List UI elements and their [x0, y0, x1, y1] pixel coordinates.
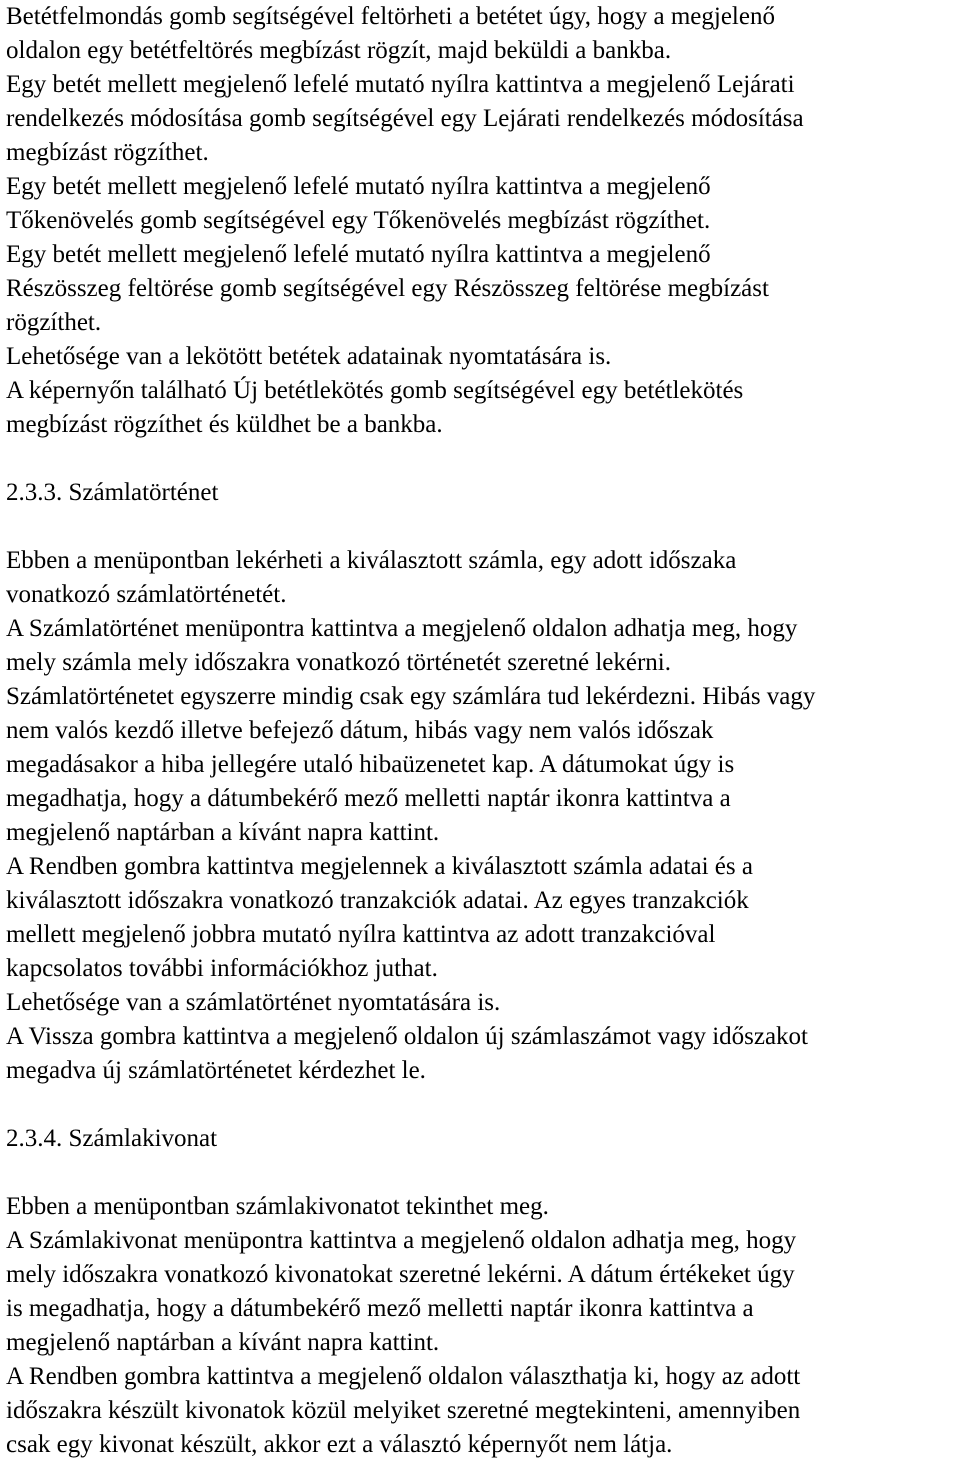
account-statement-text: [6, 1190, 956, 1462]
section-heading-account-statement: 2.3.4. Számlakivonat: [6, 1125, 218, 1152]
text-line: Ebben a menüpontban számlakivonatot tekinthet meg.: [6, 1193, 549, 1220]
text-line: mellett megjelenő jobbra mutató nyílra kattintva az adott tranzakcióval: [6, 921, 716, 948]
text-line: mely időszakra vonatkozó kivonatokat szeretné lekérni. A dátum értékeket úgy: [6, 1261, 795, 1288]
text-line: rendelkezés módosítása gomb segítségével egy Lejárati rendelkezés módosítása: [6, 105, 804, 132]
account-history-text: [6, 544, 956, 1088]
text-line: időszakra készült kivonatok közül melyiket szeretné megtekinteni, amennyiben: [6, 1397, 801, 1424]
text-line: Egy betét mellett megjelenő lefelé mutató nyílra kattintva a megjelenő Lejárati: [6, 71, 795, 98]
text-line: Ebben a menüpontban lekérheti a kiválasztott számla, egy adott időszaka: [6, 547, 737, 574]
text-line: megbízást rögzíthet és küldhet be a bankba.: [6, 411, 443, 438]
document-page: [6, 0, 956, 1462]
paragraph-gap: [6, 1156, 956, 1190]
text-line: A Vissza gombra kattintva a megjelenő oldalon új számlaszámot vagy időszakot: [6, 1023, 809, 1050]
text-line: Számlatörténetet egyszerre mindig csak egy számlára tud lekérdezni. Hibás vagy: [6, 683, 816, 710]
text-line: kapcsolatos további információkhoz juthat.: [6, 955, 438, 982]
text-line: Betétfelmondás gomb segítségével feltörheti a betétet úgy, hogy a megjelenő: [6, 3, 775, 30]
text-line: csak egy kivonat készült, akkor ezt a választó képernyőt nem látja.: [6, 1431, 673, 1458]
text-line: vonatkozó számlatörténetét.: [6, 581, 287, 608]
paragraph-gap: [6, 1088, 956, 1122]
text-line: mely számla mely időszakra vonatkozó történetét szeretné lekérni.: [6, 649, 672, 676]
text-line: rögzíthet.: [6, 309, 102, 336]
text-line: Lehetősége van a számlatörténet nyomtatására is.: [6, 989, 501, 1016]
text-line: megjelenő naptárban a kívánt napra kattint.: [6, 1329, 440, 1356]
text-line: Egy betét mellett megjelenő lefelé mutató nyílra kattintva a megjelenő: [6, 241, 711, 268]
text-line: megadva új számlatörténetet kérdezhet le.: [6, 1057, 426, 1084]
text-line: megbízást rögzíthet.: [6, 139, 209, 166]
text-line: A Rendben gombra kattintva a megjelenő oldalon választhatja ki, hogy az adott: [6, 1363, 801, 1390]
text-line: megjelenő naptárban a kívánt napra kattint.: [6, 819, 440, 846]
deposit-paragraph-block: [6, 0, 956, 442]
text-line: A Rendben gombra kattintva megjelennek a kiválasztott számla adatai és a: [6, 853, 753, 880]
text-line: oldalon egy betétfeltörés megbízást rögzít, majd beküldi a bankba.: [6, 37, 672, 64]
text-line: A Számlatörténet menüpontra kattintva a megjelenő oldalon adhatja meg, hogy: [6, 615, 798, 642]
text-line: megadhatja, hogy a dátumbekérő mező melletti naptár ikonra kattintva a: [6, 785, 731, 812]
text-line: kiválasztott időszakra vonatkozó tranzakciók adatai. Az egyes tranzakciók: [6, 887, 749, 914]
paragraph-gap: [6, 442, 956, 476]
text-line: A képernyőn található Új betétlekötés gomb segítségével egy betétlekötés: [6, 377, 744, 404]
section-heading-account-history: 2.3.3. Számlatörténet: [6, 479, 219, 506]
text-line: Egy betét mellett megjelenő lefelé mutató nyílra kattintva a megjelenő: [6, 173, 711, 200]
text-line: megadásakor a hiba jellegére utaló hibaüzenetet kap. A dátumokat úgy is: [6, 751, 735, 778]
text-line: nem valós kezdő illetve befejező dátum, hibás vagy nem valós időszak: [6, 717, 714, 744]
text-line: is megadhatja, hogy a dátumbekérő mező melletti naptár ikonra kattintva a: [6, 1295, 754, 1322]
text-line: A Számlakivonat menüpontra kattintva a megjelenő oldalon adhatja meg, hogy: [6, 1227, 797, 1254]
text-line: Részösszeg feltörése gomb segítségével egy Részösszeg feltörése megbízást: [6, 275, 769, 302]
paragraph-gap: [6, 510, 956, 544]
text-line: Lehetősége van a lekötött betétek adatainak nyomtatására is.: [6, 343, 612, 370]
text-line: Tőkenövelés gomb segítségével egy Tőkenövelés megbízást rögzíthet.: [6, 207, 711, 234]
